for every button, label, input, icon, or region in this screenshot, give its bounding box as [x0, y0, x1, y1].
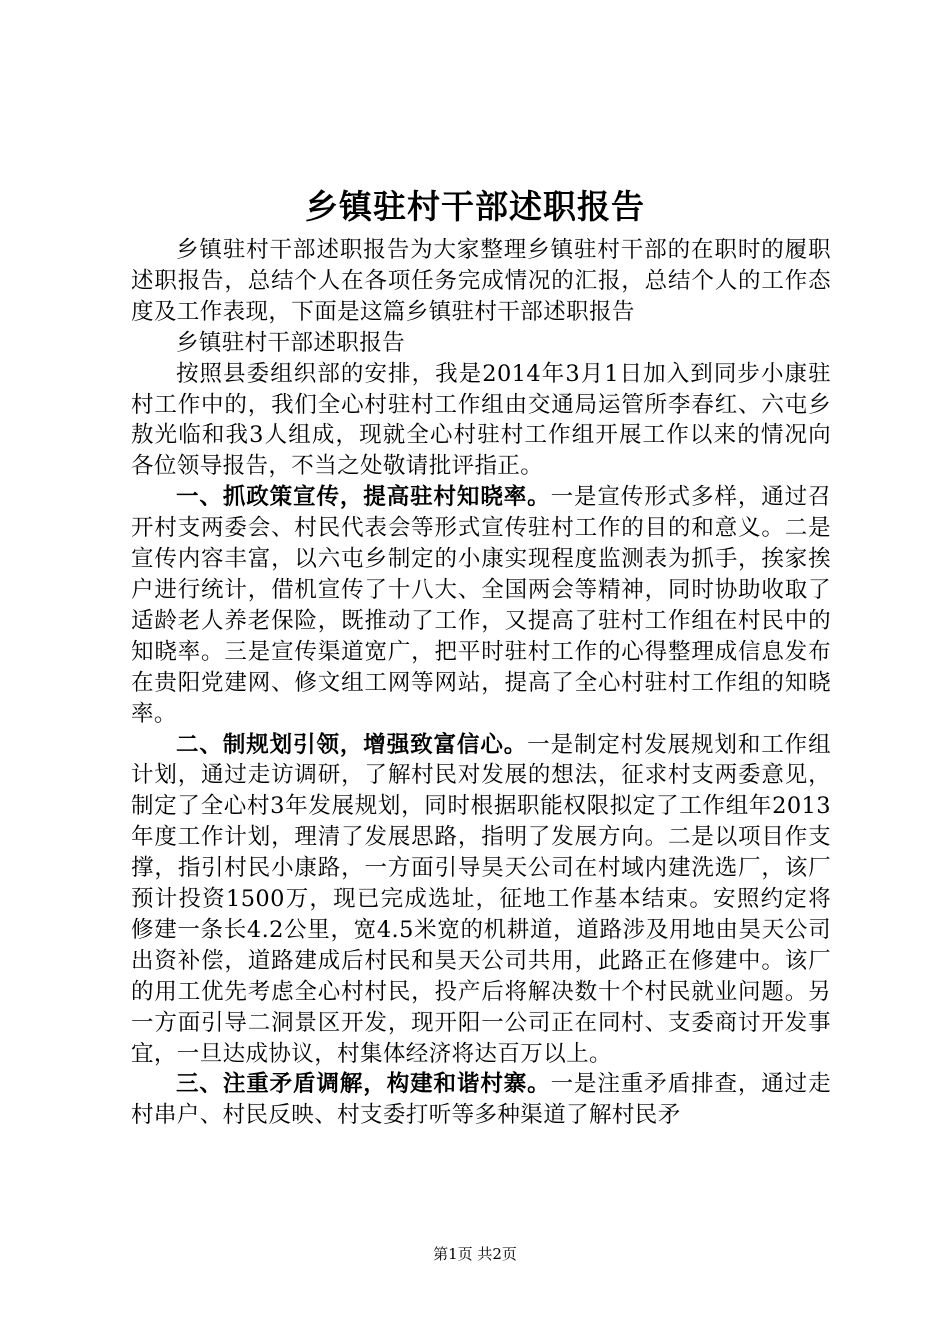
subtitle-paragraph: 乡镇驻村干部述职报告	[176, 329, 406, 356]
page-footer: 第1页 共2页	[433, 1245, 517, 1263]
document-body	[131, 235, 831, 1131]
section-paragraph-2	[131, 730, 831, 1070]
opening-paragraph: 按照县委组织部的安排，我是2014年3月1日加入到同步小康驻村工作中的，我们全心村驻村工作组由交通局运管所李春红、六屯乡敖光临和我3人组成，现就全心村驻村工作组开展工作以来的情况向各位领导报告，不当之处敬请批评指正。	[131, 360, 831, 480]
section-heading-2: 二、制规划引领，增强致富信心。	[176, 731, 528, 758]
section-heading-3: 三、注重矛盾调解，构建和谐村寨。	[176, 1071, 551, 1098]
section-text-1: 一是宣传形式多样，通过召开村支两委会、村民代表会等形式宣传驻村工作的目的和意义。二是宣传内容丰富，以六屯乡制定的小康实现程度监测表为抓手，挨家挨户进行统计，借机宣传了十八大、全国两会等精神，同时协助收取了适龄老人养老保险，既推动了工作，又提高了驻村工作组在村民中的知晓率。三是宣传渠道宽广，把平时驻村工作的心得整理成信息发布在贵阳党建网、修文组工网等网站，提高了全心村驻村工作组的知晓率。	[131, 484, 831, 727]
section-text-3: 一是注重矛盾排查，通过走村串户、村民反映、村支委打听等多种渠道了解村民矛	[131, 1071, 831, 1129]
section-heading-1: 一、抓政策宣传，提高驻村知晓率。	[176, 484, 551, 511]
document-title: 乡镇驻村干部述职报告	[305, 187, 645, 226]
section-paragraph-1	[131, 482, 831, 729]
section-text-2: 一是制定村发展规划和工作组计划，通过走访调研，了解村民对发展的想法，征求村支两委意见，制定了全心村3年发展规划，同时根据职能权限拟定了工作组年2013年度工作计划，理清了发展思路，指明了发展方向。二是以项目作支撑，指引村民小康路，一方面引导昊天公司在村域内建洗选厂，该厂预计投资1500万，现已完成选址，征地工作基本结束。安照约定将修建一条长4.2公里，宽4.5米宽的机耕道，道路涉及用地由昊天公司出资补偿，道路建成后村民和昊天公司共用，此路正在修建中。该厂的用工优先考虑全心村村民，投产后将解决数十个村民就业问题。另一方面引导二洞景区开发，现开阳一公司正在同村、支委商讨开发事宜，一旦达成协议，村集体经济将达百万以上。	[131, 731, 831, 1067]
section-paragraph-3	[131, 1069, 831, 1131]
intro-paragraph: 乡镇驻村干部述职报告为大家整理乡镇驻村干部的在职时的履职述职报告，总结个人在各项任务完成情况的汇报，总结个人的工作态度及工作表现，下面是这篇乡镇驻村干部述职报告	[131, 237, 831, 325]
